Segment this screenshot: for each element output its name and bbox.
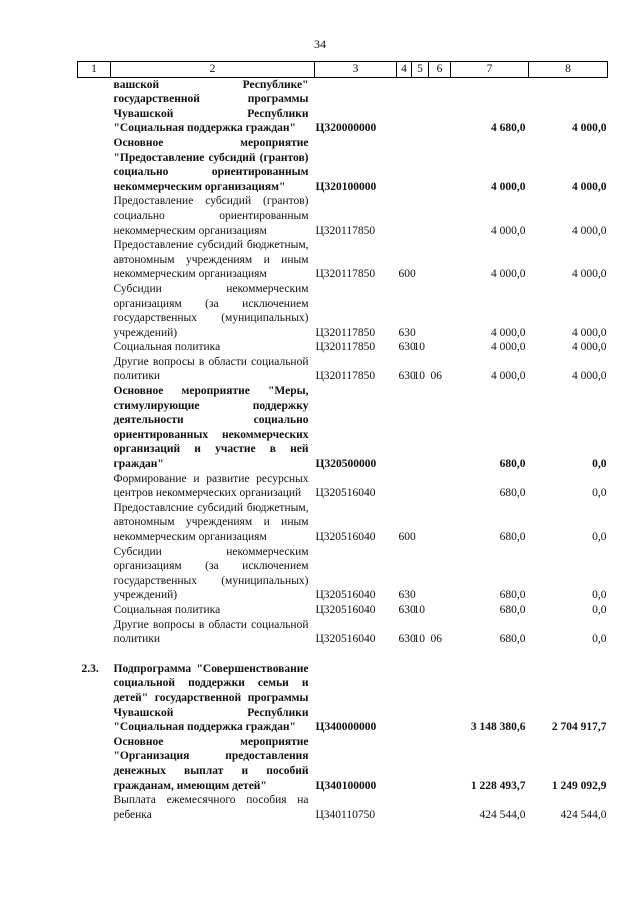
row-name: Основное мероприятие "Предоставление субсидий (грантов) социально ориентированным некоммерческим организациям" bbox=[113, 136, 309, 193]
subsection-code bbox=[429, 662, 451, 735]
section-code bbox=[412, 77, 429, 136]
table-row bbox=[78, 136, 608, 194]
subsection-code bbox=[429, 238, 451, 282]
amount-col-8: 424 544,0 bbox=[560, 808, 607, 821]
amount-col-8: 0,0 bbox=[592, 487, 607, 500]
amount-col-7: 680,0 bbox=[499, 531, 526, 543]
target-article-code: Ц320516040 bbox=[315, 589, 376, 602]
table-body bbox=[78, 77, 608, 822]
expense-type-code bbox=[397, 384, 412, 472]
expense-type-code: 600 bbox=[398, 268, 416, 281]
table-row bbox=[78, 340, 608, 355]
target-article-code: Ц320516040 bbox=[315, 633, 376, 646]
row-name: Предоставление субсидий бюджетным, автономным учреждениям и иным некоммерческим организациям bbox=[113, 239, 309, 281]
row-name: вашской Республике" государственной программы Чувашской Республики "Социальная поддержка граждан" bbox=[113, 78, 309, 135]
row-number bbox=[78, 355, 111, 384]
target-article-code: Ц320117850 bbox=[315, 370, 376, 383]
target-article-code: Ц320117850 bbox=[315, 224, 376, 237]
row-name: Предоставлсние субсидий бюджетным, автономным учреждениям и иным некоммерческим организациям bbox=[113, 501, 309, 543]
amount-col-8: 0,0 bbox=[592, 603, 607, 616]
row-number bbox=[78, 136, 111, 194]
target-article-code: Ц320100000 bbox=[315, 180, 377, 193]
amount-col-8: 0,0 bbox=[592, 458, 607, 471]
table-row bbox=[78, 662, 608, 735]
subsection-code bbox=[429, 282, 451, 340]
amount-col-7: 4 000,0 bbox=[491, 180, 526, 193]
table-row bbox=[78, 501, 608, 545]
target-article-code: Ц340110750 bbox=[315, 808, 376, 821]
table-row bbox=[78, 77, 608, 136]
table-row bbox=[78, 282, 608, 340]
row-name: Основное мероприятие "Организация предоставления денежных выплат и пособий гражданам, имеющим детей" bbox=[113, 735, 309, 792]
section-code: 10 bbox=[413, 603, 425, 616]
section-code bbox=[412, 136, 429, 194]
table-row bbox=[78, 384, 608, 472]
amount-col-8: 0,0 bbox=[592, 589, 607, 602]
amount-col-7: 4 680,0 bbox=[491, 122, 526, 135]
subsection-code bbox=[429, 384, 451, 472]
amount-col-8: 4 000,0 bbox=[572, 268, 607, 281]
amount-col-7: 680,0 bbox=[499, 487, 526, 500]
row-number bbox=[78, 77, 111, 136]
target-article-code: Ц340100000 bbox=[315, 779, 377, 792]
subsection-code bbox=[429, 340, 451, 355]
header-col-6: 6 bbox=[429, 62, 451, 78]
subsection-code: 06 bbox=[430, 633, 442, 646]
amount-col-8: 2 704 917,7 bbox=[551, 721, 607, 734]
target-article-code: Ц320117850 bbox=[315, 326, 376, 339]
header-col-1: 1 bbox=[78, 62, 111, 78]
amount-col-8: 0,0 bbox=[592, 531, 607, 543]
amount-col-7: 680,0 bbox=[499, 458, 526, 471]
section-code bbox=[412, 793, 429, 822]
row-number bbox=[78, 735, 111, 793]
section-code bbox=[412, 662, 429, 735]
subsection-code bbox=[429, 194, 451, 238]
row-number bbox=[78, 603, 111, 618]
expense-type-code: 630 bbox=[398, 633, 416, 646]
table-row bbox=[78, 194, 608, 238]
expense-type-code: 600 bbox=[398, 531, 416, 543]
amount-col-8: 4 000,0 bbox=[572, 180, 607, 193]
target-article-code: Ц320500000 bbox=[315, 458, 377, 471]
table-row bbox=[78, 238, 608, 282]
amount-col-7: 3 148 380,6 bbox=[470, 721, 526, 734]
section-code: 10 bbox=[413, 370, 425, 383]
subsection-code bbox=[429, 793, 451, 822]
section-code bbox=[412, 472, 429, 501]
target-article-code: Ц320516040 bbox=[315, 531, 376, 543]
amount-col-7: 4 000,0 bbox=[491, 370, 526, 383]
subsection-code bbox=[429, 77, 451, 136]
expense-type-code bbox=[397, 662, 412, 735]
amount-col-7: 4 000,0 bbox=[491, 326, 526, 339]
row-name: Социальная политика bbox=[113, 603, 221, 616]
amount-col-8: 4 000,0 bbox=[572, 122, 607, 135]
expense-type-code bbox=[397, 136, 412, 194]
expense-type-code: 630 bbox=[398, 589, 416, 602]
page-number: 34 bbox=[314, 37, 326, 51]
subsection-code bbox=[429, 603, 451, 618]
subsection-code bbox=[429, 545, 451, 603]
header-col-2: 2 bbox=[111, 62, 315, 78]
amount-col-8: 4 000,0 bbox=[572, 224, 607, 237]
row-number bbox=[78, 384, 111, 472]
row-name: Субсидии некоммерческим организациям (за исключением государственных (муниципальных) учреждений) bbox=[113, 545, 309, 602]
target-article-code: Ц320117850 bbox=[315, 268, 376, 281]
section-code bbox=[412, 735, 429, 793]
expense-type-code bbox=[397, 77, 412, 136]
header-col-8: 8 bbox=[529, 62, 608, 78]
header-col-5: 5 bbox=[412, 62, 429, 78]
amount-col-7: 424 544,0 bbox=[479, 808, 526, 821]
table-row bbox=[78, 472, 608, 501]
expense-type-code: 630 bbox=[398, 341, 416, 354]
section-code: 10 bbox=[413, 341, 425, 354]
target-article-code: Ц320516040 bbox=[315, 487, 376, 500]
row-name: Выплата ежемесячного пособия на ребенка bbox=[113, 794, 309, 821]
section-code bbox=[412, 384, 429, 472]
row-number bbox=[78, 194, 111, 238]
row-name: Формирование и развитие ресурсных центров некоммерческих организаций bbox=[113, 472, 309, 500]
row-name: Другие вопросы в области социальной политики bbox=[113, 355, 309, 383]
table-row bbox=[78, 735, 608, 793]
target-article-code: Ц320516040 bbox=[315, 603, 376, 616]
expense-type-code: 630 bbox=[398, 326, 416, 339]
row-number bbox=[78, 545, 111, 603]
table-row bbox=[78, 618, 608, 647]
amount-col-7: 680,0 bbox=[499, 633, 526, 646]
subsection-code: 06 bbox=[430, 370, 442, 383]
row-name: Основное мероприятие "Меры, стимулирующие поддержку деятельности социально ориентированных некоммерческих организаций и участие в ней граждан" bbox=[113, 385, 309, 471]
row-name: Социальная политика bbox=[113, 341, 221, 354]
header-col-4: 4 bbox=[397, 62, 412, 78]
target-article-code: Ц320000000 bbox=[315, 122, 377, 135]
expense-type-code: 630 bbox=[398, 370, 416, 383]
row-number bbox=[78, 618, 111, 647]
subsection-code bbox=[429, 735, 451, 793]
subsection-code bbox=[429, 501, 451, 545]
amount-col-8: 4 000,0 bbox=[572, 326, 607, 339]
row-number bbox=[78, 238, 111, 282]
row-number bbox=[78, 472, 111, 501]
header-col-7: 7 bbox=[451, 62, 529, 78]
amount-col-7: 4 000,0 bbox=[491, 268, 526, 281]
amount-col-7: 1 228 493,7 bbox=[470, 779, 526, 792]
section-code: 10 bbox=[413, 633, 425, 646]
row-number bbox=[78, 282, 111, 340]
amount-col-8: 0,0 bbox=[592, 633, 607, 646]
target-article-code: Ц340000000 bbox=[315, 721, 377, 734]
row-name: Другие вопросы в области социальной политики bbox=[113, 618, 309, 646]
row-number bbox=[78, 501, 111, 545]
amount-col-7: 680,0 bbox=[499, 603, 526, 616]
subsection-code bbox=[429, 136, 451, 194]
amount-col-7: 4 000,0 bbox=[491, 224, 526, 237]
amount-col-7: 4 000,0 bbox=[491, 341, 526, 354]
row-number bbox=[78, 793, 111, 822]
amount-col-8: 4 000,0 bbox=[572, 370, 607, 383]
table-row bbox=[78, 545, 608, 603]
header-col-3: 3 bbox=[315, 62, 397, 78]
budget-table bbox=[77, 61, 608, 822]
row-name: Предоставление субсидий (грантов) социально ориентированным некоммерческим организациям bbox=[113, 195, 309, 237]
table-row bbox=[78, 603, 608, 618]
amount-col-8: 4 000,0 bbox=[572, 341, 607, 354]
section-code bbox=[412, 194, 429, 238]
row-spacer bbox=[78, 647, 608, 662]
amount-col-8: 1 249 092,9 bbox=[551, 779, 607, 792]
row-number bbox=[78, 340, 111, 355]
row-name: Подпрограмма "Совершенствование социальной поддержки семьи и детей" государственной программы Чувашской Республики "Социальная поддержка граждан" bbox=[113, 662, 309, 734]
target-article-code: Ц320117850 bbox=[315, 341, 376, 354]
row-name: Субсидии некоммерческим организациям (за исключением государственных (муниципальных) учреждений) bbox=[113, 282, 309, 339]
expense-type-code bbox=[397, 194, 412, 238]
table-row bbox=[78, 647, 608, 662]
expense-type-code bbox=[397, 472, 412, 501]
table-row bbox=[78, 793, 608, 822]
subsection-code bbox=[429, 472, 451, 501]
table-row bbox=[78, 355, 608, 384]
column-numbers-row bbox=[78, 62, 608, 78]
row-number: 2.3. bbox=[81, 662, 99, 675]
expense-type-code bbox=[397, 735, 412, 793]
amount-col-7: 680,0 bbox=[499, 589, 526, 602]
expense-type-code: 630 bbox=[398, 603, 416, 616]
expense-type-code bbox=[397, 793, 412, 822]
